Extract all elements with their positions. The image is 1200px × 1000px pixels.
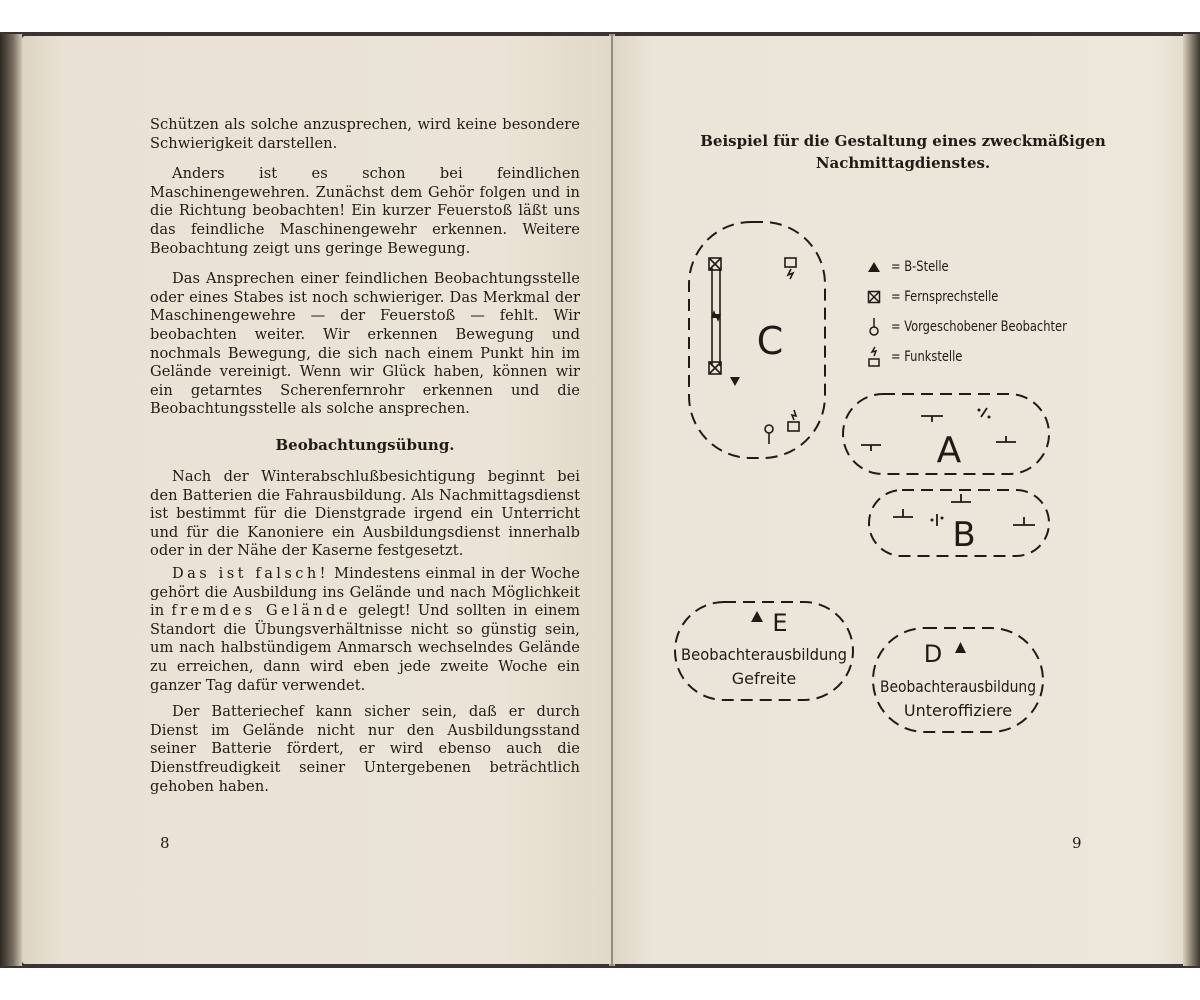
book-edge-left [0, 34, 22, 966]
observation-post-icon [893, 509, 913, 517]
area-d-line-1: Beobachterausbildung [880, 677, 1036, 696]
legend-row-fernsprechstelle [863, 282, 1091, 312]
observer-icon [863, 317, 885, 337]
legend-row-b-stelle [863, 252, 1091, 282]
page-number-left: 8 [160, 834, 170, 852]
legend-row-beobachter [863, 312, 1091, 342]
area-a-label: A [936, 430, 962, 471]
legend-label: = Vorgeschobener Beobachter [891, 319, 1067, 335]
observation-post-icon [951, 494, 971, 502]
page-number-right: 9 [1072, 834, 1082, 852]
mg-marker-icon [981, 408, 987, 417]
paragraph-6: Der Batteriechef kann sicher sein, daß er durch Dienst im Gelände nicht nur den Ausbildungsstand seiner Batterie fördert, er wird ebenso auch die Dienstfreudigkeit seiner Untergebenen beträchtlich gehoben haben. [150, 703, 580, 795]
area-b-label: B [952, 515, 976, 555]
left-section-text [150, 468, 580, 808]
observation-post-icon [861, 445, 881, 451]
left-page [22, 36, 611, 964]
paragraph-4: Nach der Winterabschlußbesichtigung beginnt bei den Batterien die Fahrausbildung. Als Nachmittagsdienst ist bestimmt für die Dienstgrade irgend ein Unterricht und für die Kanoniere ein Ausbildungsdienst innerhalb oder in der Nähe der Kaserne festgesetzt. [150, 468, 580, 560]
area-c-label: C [756, 319, 784, 363]
emphasis-fremdes-gelaende: fremdes Gelände [171, 602, 351, 620]
triangle-icon [751, 611, 763, 622]
triangle-icon [863, 261, 885, 273]
area-e-letter: E [772, 609, 788, 637]
right-page [613, 36, 1183, 964]
training-layout-diagram [613, 36, 1183, 964]
emphasis-das-ist-falsch: Das ist falsch! [172, 564, 329, 582]
legend-label: = B-Stelle [891, 259, 949, 275]
area-d-letter: D [923, 640, 943, 668]
triangle-icon [955, 642, 966, 653]
observer-icon [765, 425, 773, 433]
area-e-line-1: Beobachterausbildung [681, 645, 847, 664]
radio-station-icon [863, 346, 885, 368]
triangle-icon [730, 377, 740, 386]
area-e-line-2: Gefreite [731, 669, 797, 688]
observation-post-icon [1013, 517, 1035, 525]
diagram-legend [863, 252, 1091, 372]
paragraph-5 [150, 565, 580, 695]
radio-station-icon [788, 422, 799, 431]
section-heading: Beobachtungsübung. [275, 436, 455, 454]
legend-row-funkstelle [863, 342, 1091, 372]
paragraph-3: Das Ansprechen einer feindlichen Beobachtungsstelle oder eines Stabes ist noch schwieriger. Das Merkmal der Maschinengewehre — der Feuerstoß — fehlt. Wir beobachten weiter. Wir erkennen Bewegung und nochmals Bewegung, die sich nach einem Punkt hin im Gelände vereinigt. Wenn wir Glück haben, können wir ein getarntes Scherenfernrohr erkennen und die Beobachtungsstelle als solche ansprechen. [150, 270, 580, 418]
paragraph-5-text-a: Mindestens einmal in der Woche gehört die Ausbildung ins Gelände und nach Möglichkeit in [150, 564, 580, 620]
telephone-box-icon [863, 290, 885, 304]
paragraph-1: Schützen als solche anzusprechen, wird keine besondere Schwierigkeit darstellen. [150, 116, 580, 152]
observation-post-icon [921, 416, 943, 422]
area-d-line-2: Unteroffiziere [903, 701, 1013, 720]
book-edge-right [1183, 34, 1200, 966]
legend-label: = Fernsprechstelle [891, 289, 999, 305]
diagram-title-line-1: Beispiel für die Gestaltung eines zweckmäßigen [700, 132, 1106, 150]
left-intro-text [150, 116, 580, 431]
radio-station-icon [785, 258, 796, 267]
diagram-title-line-2: Nachmittagdienstes. [815, 154, 991, 172]
legend-label: = Funkstelle [891, 349, 963, 365]
paragraph-2: Anders ist es schon bei feindlichen Maschinengewehren. Zunächst dem Gehör folgen und in die Richtung beobachten! Ein kurzer Feuerstoß läßt uns das feindliche Maschinengewehr erkennen. Weitere Beobachtung zeigt uns geringe Bewegung. [150, 165, 580, 257]
paragraph-5-text-b: gelegt! Und sollten in einem Standort die Übungsverhältnisse nicht so günstig sein, um nach halbstündigem Anmarsch wechselndes Gelände zu erreichen, dann wird eben jede zweite Woche ein ganzer Tag dafür verwendet. [150, 602, 581, 694]
observation-post-icon [996, 436, 1016, 442]
